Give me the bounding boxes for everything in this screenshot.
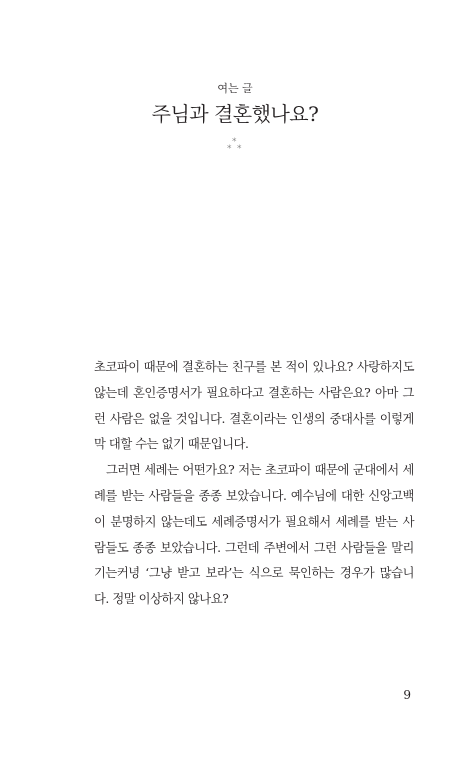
svg-text:*: * [227, 144, 232, 153]
paragraph-2: 그러면 세례는 어떤가요? 저는 초코파이 때문에 군대에서 세례를 받는 사람들을 종종 보았습니다. 예수님에 대한 신앙고백이 분명하지 않는데도 세례증명서가 필요해서 세례를 받는 사람들도 종종 보았습니다. 그런데 주변에서 그런 사람들을 말리기는커녕 ‘그냥 받고 보라’는 식으로 묵인하는 경우가 많습니다. 정말 이상하지 않나요? [94, 463, 414, 607]
svg-text:*: * [237, 144, 242, 153]
section-label: 여는 글 [217, 82, 253, 95]
three-asterisks-icon [225, 137, 245, 153]
svg-text:*: * [232, 137, 237, 147]
paragraph-1: 초코파이 때문에 결혼하는 친구를 본 적이 있나요? 사랑하지도 않는데 혼인증명서가 필요하다고 결혼하는 사람은요? 아마 그런 사람은 없을 것입니다. 결혼이라는 인생의 중대사를 이렇게 막 대할 수는 없기 때문입니다. [94, 360, 414, 452]
chapter-title: 주님과 결혼했나요? [151, 102, 319, 126]
page-number: 9 [403, 688, 411, 702]
body-text [94, 355, 414, 613]
